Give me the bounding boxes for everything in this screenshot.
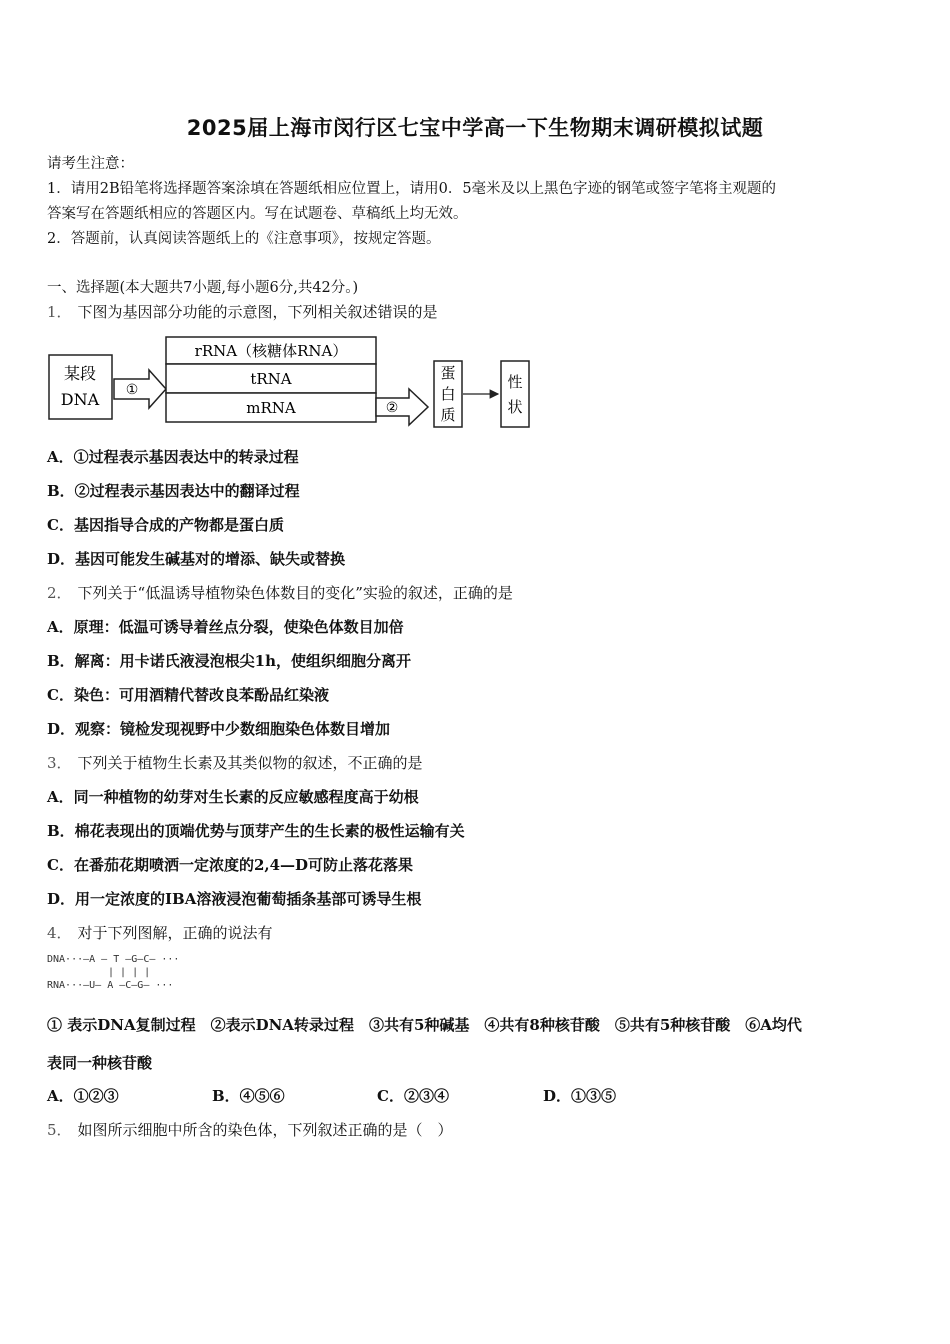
- notice-line-3: 2．答题前，认真阅读答题纸上的《注意事项》，按规定答题。: [47, 231, 441, 247]
- rrna-label: rRNA（核糖体RNA）: [194, 342, 348, 360]
- question-5-text: 如图所示细胞中所含的染色体，下列叙述正确的是（ ）: [77, 1121, 453, 1139]
- trait-box: [501, 361, 529, 427]
- question-4-statements-line-1: ① 表示DNA复制过程 ②表示DNA转录过程 ③共有5种碱基 ④共有8种核苷酸 ⑤共有5种核苷酸 ⑥A均代: [47, 1016, 802, 1034]
- question-1-option-d: D．基因可能发生碱基对的增添、缺失或替换: [47, 550, 346, 568]
- question-4-text: 对于下列图解，正确的说法有: [77, 924, 273, 942]
- trait-label-2: 状: [507, 398, 523, 416]
- question-4-statements-line-2: 表同一种核苷酸: [47, 1054, 153, 1072]
- question-4-number: 4．: [47, 924, 72, 942]
- question-2-number: 2．: [47, 584, 72, 602]
- question-2-text: 下列关于“低温诱导植物染色体数目的变化”实验的叙述，正确的是: [77, 584, 513, 602]
- question-5-number: 5．: [47, 1121, 72, 1139]
- dna-label-1: 某段: [63, 364, 97, 383]
- section-heading: 一、选择题(本大题共7小题,每小题6分,共42分。): [47, 280, 359, 296]
- page-title: 2025届上海市闵行区七宝中学高一下生物期末调研模拟试题: [186, 116, 764, 140]
- question-4-option-c: C．②③④: [377, 1087, 449, 1105]
- question-1-stem: [47, 301, 438, 322]
- question-5-stem: [47, 1119, 453, 1140]
- notice-line-1: 1．请用2B铅笔将选择题答案涂填在答题纸相应位置上，请用0．5毫米及以上黑色字迹的钢笔或签字笔将主观题的: [47, 181, 777, 197]
- question-1-text: 下图为基因部分功能的示意图，下列相关叙述错误的是: [77, 303, 438, 321]
- dna-strand: DNA···—A — T —G—C— ···: [47, 954, 180, 965]
- question-2-option-b: B．解离：用卡诺氏液浸泡根尖1h，使组织细胞分离开: [47, 652, 412, 670]
- notice-line-2: 答案写在答题纸相应的答题区内。写在试题卷、草稿纸上均无效。: [47, 206, 468, 222]
- protein-label-1: 蛋: [440, 364, 456, 382]
- rna-strand: RNA···—U— A —C—G— ···: [47, 980, 174, 991]
- question-2-option-c: C．染色：可用酒精代替改良苯酚品红染液: [47, 686, 329, 704]
- dna-label-2: DNA: [60, 390, 100, 409]
- question-4-stem: [47, 922, 273, 943]
- protein-label-3: 质: [440, 406, 456, 424]
- step-1-label: ①: [125, 382, 139, 398]
- trna-label: tRNA: [250, 370, 292, 388]
- question-3-option-b: B．棉花表现出的顶端优势与顶芽产生的生长素的极性运输有关: [47, 822, 465, 840]
- question-1-option-c: C．基因指导合成的产物都是蛋白质: [47, 516, 284, 534]
- question-1-number: 1．: [47, 303, 72, 321]
- base-pairing-diagram: [47, 953, 179, 992]
- question-4-option-d: D．①③⑤: [543, 1087, 617, 1105]
- question-2-option-d: D．观察：镜检发现视野中少数细胞染色体数目增加: [47, 720, 391, 738]
- question-3-number: 3．: [47, 754, 72, 772]
- notice-heading: 请考生注意：: [47, 156, 134, 172]
- transcription-arrow: [114, 370, 166, 408]
- step-2-label: ②: [385, 400, 399, 416]
- question-1-option-b: B．②过程表示基因表达中的翻译过程: [47, 482, 300, 500]
- question-3-option-d: D．用一定浓度的IBA溶液浸泡葡萄插条基部可诱导生根: [47, 890, 422, 908]
- translation-arrow: [376, 389, 428, 425]
- gene-function-diagram: [44, 333, 534, 431]
- question-3-option-c: C．在番茄花期喷洒一定浓度的2,4—D可防止落花落果: [47, 856, 414, 874]
- question-3-text: 下列关于植物生长素及其类似物的叙述，不正确的是: [77, 754, 423, 772]
- question-2-option-a: A．原理：低温可诱导着丝点分裂，使染色体数目加倍: [47, 618, 404, 636]
- mrna-label: mRNA: [246, 399, 296, 417]
- question-4-option-a: A．①②③: [47, 1087, 119, 1105]
- question-3-option-a: A．同一种植物的幼芽对生长素的反应敏感程度高于幼根: [47, 788, 419, 806]
- bond-lines: | | | |: [108, 967, 151, 978]
- question-2-stem: [47, 582, 513, 603]
- question-3-stem: [47, 752, 423, 773]
- trait-label-1: 性: [507, 373, 523, 391]
- protein-label-2: 白: [440, 385, 456, 403]
- question-1-option-a: A．①过程表示基因表达中的转录过程: [47, 448, 299, 466]
- question-4-option-b: B．④⑤⑥: [212, 1087, 285, 1105]
